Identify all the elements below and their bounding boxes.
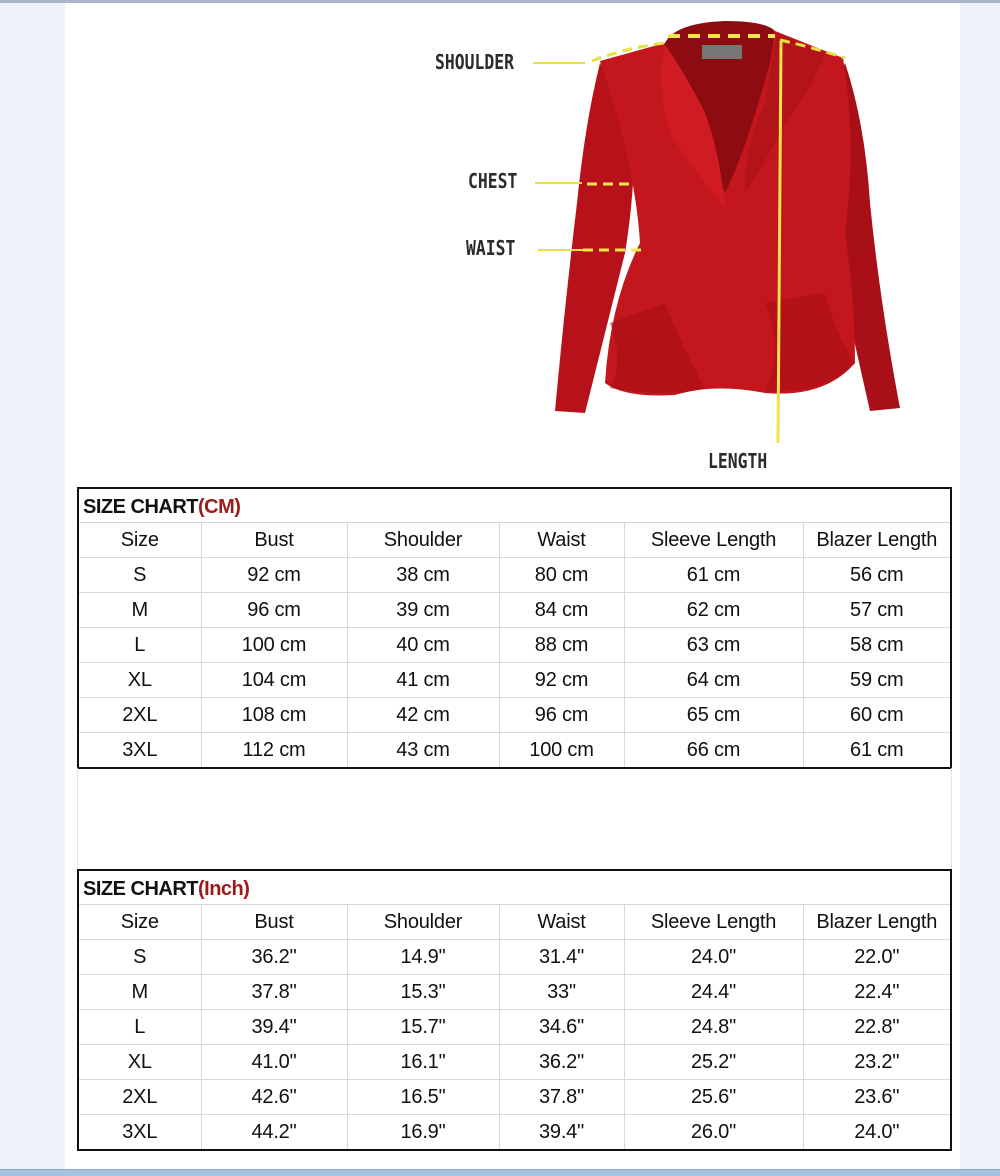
- cell-waist: 100 cm: [499, 733, 624, 768]
- cell-size: 3XL: [79, 733, 201, 768]
- blazer-measurement-diagram: [65, 3, 960, 483]
- length-label: LENGTH: [708, 449, 768, 473]
- cell-sleeve-length: 63 cm: [624, 628, 803, 663]
- size-chart-inch: [77, 869, 952, 1151]
- size-table-inch: [79, 905, 950, 1149]
- cell-sleeve-length: 62 cm: [624, 593, 803, 628]
- cell-size: 2XL: [79, 1080, 201, 1115]
- table-header-row: [79, 523, 950, 558]
- col-header-sleeve-length: Sleeve Length: [624, 905, 803, 940]
- cell-waist: 96 cm: [499, 698, 624, 733]
- cell-shoulder: 40 cm: [347, 628, 499, 663]
- size-table-cm: [79, 523, 950, 767]
- cell-bust: 112 cm: [201, 733, 347, 768]
- cell-waist: 88 cm: [499, 628, 624, 663]
- cell-waist: 31.4": [499, 940, 624, 975]
- cell-sleeve-length: 61 cm: [624, 558, 803, 593]
- cell-size: XL: [79, 1045, 201, 1080]
- cell-size: L: [79, 628, 201, 663]
- cell-waist: 39.4": [499, 1115, 624, 1150]
- cell-size: 3XL: [79, 1115, 201, 1150]
- size-chart-page: [65, 3, 960, 1169]
- cell-bust: 108 cm: [201, 698, 347, 733]
- spacer: [77, 768, 952, 869]
- cell-shoulder: 41 cm: [347, 663, 499, 698]
- cell-sleeve-length: 25.6": [624, 1080, 803, 1115]
- col-header-waist: Waist: [499, 523, 624, 558]
- table-row: [79, 733, 950, 768]
- cell-sleeve-length: 24.4": [624, 975, 803, 1010]
- col-header-size: Size: [79, 523, 201, 558]
- cell-size: 2XL: [79, 698, 201, 733]
- cell-waist: 80 cm: [499, 558, 624, 593]
- table-row: [79, 1080, 950, 1115]
- cell-shoulder: 16.5": [347, 1080, 499, 1115]
- cell-shoulder: 14.9": [347, 940, 499, 975]
- cell-bust: 96 cm: [201, 593, 347, 628]
- cell-shoulder: 15.3": [347, 975, 499, 1010]
- cell-size: M: [79, 593, 201, 628]
- cell-bust: 39.4": [201, 1010, 347, 1045]
- cell-blazer-length: 22.8": [803, 1010, 950, 1045]
- cell-shoulder: 42 cm: [347, 698, 499, 733]
- cell-bust: 100 cm: [201, 628, 347, 663]
- cell-size: L: [79, 1010, 201, 1045]
- cell-sleeve-length: 66 cm: [624, 733, 803, 768]
- cell-sleeve-length: 26.0": [624, 1115, 803, 1150]
- cell-size: M: [79, 975, 201, 1010]
- col-header-bust: Bust: [201, 905, 347, 940]
- cell-size: XL: [79, 663, 201, 698]
- col-header-sleeve-length: Sleeve Length: [624, 523, 803, 558]
- cell-size: S: [79, 940, 201, 975]
- cell-bust: 41.0": [201, 1045, 347, 1080]
- cell-bust: 42.6": [201, 1080, 347, 1115]
- table-row: [79, 628, 950, 663]
- cell-shoulder: 39 cm: [347, 593, 499, 628]
- table-row: [79, 593, 950, 628]
- cell-waist: 92 cm: [499, 663, 624, 698]
- table-row: [79, 663, 950, 698]
- waist-label: WAIST: [466, 236, 516, 260]
- size-chart-cm: [77, 487, 952, 769]
- cell-blazer-length: 57 cm: [803, 593, 950, 628]
- table-row: [79, 558, 950, 593]
- cell-shoulder: 43 cm: [347, 733, 499, 768]
- cell-bust: 104 cm: [201, 663, 347, 698]
- cell-bust: 36.2": [201, 940, 347, 975]
- cell-shoulder: 15.7": [347, 1010, 499, 1045]
- chest-label: CHEST: [468, 169, 518, 193]
- cell-waist: 33": [499, 975, 624, 1010]
- col-header-shoulder: Shoulder: [347, 523, 499, 558]
- table-row: [79, 1045, 950, 1080]
- cell-sleeve-length: 64 cm: [624, 663, 803, 698]
- cell-blazer-length: 60 cm: [803, 698, 950, 733]
- chart-unit: (CM): [198, 496, 241, 518]
- table-row: [79, 698, 950, 733]
- cell-bust: 92 cm: [201, 558, 347, 593]
- col-header-bust: Bust: [201, 523, 347, 558]
- cell-blazer-length: 23.2": [803, 1045, 950, 1080]
- cell-sleeve-length: 25.2": [624, 1045, 803, 1080]
- size-chart-inch-title: [79, 871, 950, 905]
- cell-shoulder: 16.1": [347, 1045, 499, 1080]
- cell-blazer-length: 61 cm: [803, 733, 950, 768]
- chart-unit: (Inch): [198, 878, 250, 900]
- cell-blazer-length: 58 cm: [803, 628, 950, 663]
- cell-blazer-length: 59 cm: [803, 663, 950, 698]
- cell-sleeve-length: 24.0": [624, 940, 803, 975]
- garment-tag: [702, 45, 742, 59]
- cell-blazer-length: 56 cm: [803, 558, 950, 593]
- table-header-row: [79, 905, 950, 940]
- col-header-waist: Waist: [499, 905, 624, 940]
- col-header-blazer-length: Blazer Length: [816, 528, 938, 551]
- cell-blazer-length: 22.4": [803, 975, 950, 1010]
- table-row: [79, 1010, 950, 1045]
- cell-blazer-length: 24.0": [803, 1115, 950, 1150]
- col-header-size: Size: [79, 905, 201, 940]
- chart-title-text: SIZE CHART: [83, 496, 198, 518]
- cell-bust: 37.8": [201, 975, 347, 1010]
- col-header-blazer-length: Blazer Length: [816, 910, 938, 933]
- cell-waist: 84 cm: [499, 593, 624, 628]
- chart-title-text: SIZE CHART: [83, 878, 198, 900]
- cell-sleeve-length: 65 cm: [624, 698, 803, 733]
- cell-waist: 36.2": [499, 1045, 624, 1080]
- cell-shoulder: 38 cm: [347, 558, 499, 593]
- cell-waist: 34.6": [499, 1010, 624, 1045]
- size-chart-cm-title: [79, 489, 950, 523]
- cell-sleeve-length: 24.8": [624, 1010, 803, 1045]
- cell-bust: 44.2": [201, 1115, 347, 1150]
- table-row: [79, 1115, 950, 1150]
- cell-blazer-length: 22.0": [803, 940, 950, 975]
- cell-waist: 37.8": [499, 1080, 624, 1115]
- table-row: [79, 940, 950, 975]
- col-header-shoulder: Shoulder: [347, 905, 499, 940]
- cell-size: S: [79, 558, 201, 593]
- shoulder-label: SHOULDER: [435, 50, 514, 74]
- cell-shoulder: 16.9": [347, 1115, 499, 1150]
- cell-blazer-length: 23.6": [803, 1080, 950, 1115]
- table-row: [79, 975, 950, 1010]
